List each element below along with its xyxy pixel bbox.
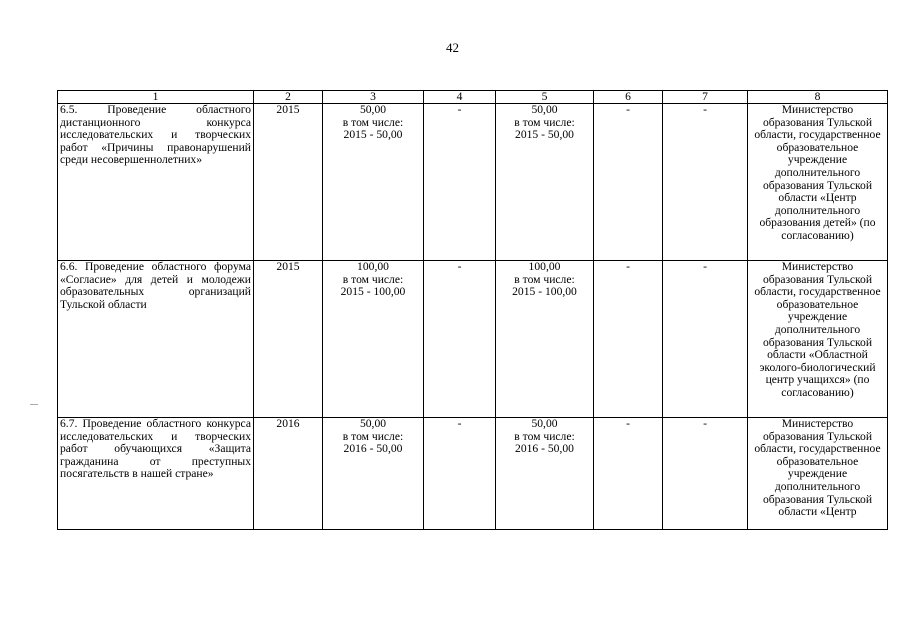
col4-value: - — [424, 418, 496, 530]
activity-name: 6.7. Проведение областного конкурса исследовательских и творческих работ обучающихся «Защита гражданина от преступных посягательств в нашей стране» — [58, 418, 254, 530]
executor: Министерство образования Тульской области, государственное образовательное учреждение дополнительного образования Тульской области «Областной эколого-биологический центр учащихся» (по согласованию) — [748, 261, 888, 418]
col7-value: - — [663, 418, 748, 530]
column-header: 3 — [323, 91, 424, 104]
amount-by-year: 2015 - 50,00 — [515, 128, 574, 142]
amount: 50,00 — [531, 103, 558, 116]
program-table — [57, 90, 888, 530]
amount-by-year: 2016 - 50,00 — [343, 442, 403, 456]
column-number-row — [58, 91, 888, 104]
amount-note: в том числе: — [514, 115, 575, 129]
total-funding — [323, 104, 424, 261]
regional-funding — [496, 418, 594, 530]
column-header: 1 — [58, 91, 254, 104]
col7-value: - — [663, 261, 748, 418]
page-number: 42 — [446, 40, 459, 55]
amount-by-year: 2015 - 100,00 — [512, 285, 577, 299]
regional-funding — [496, 261, 594, 418]
regional-funding — [496, 104, 594, 261]
column-header: 8 — [748, 91, 888, 104]
amount: 50,00 — [359, 417, 387, 430]
amount-by-year: 2016 - 50,00 — [515, 442, 574, 456]
col6-value: - — [594, 418, 663, 530]
col4-value: - — [424, 261, 496, 418]
total-funding — [323, 261, 424, 418]
col6-value: - — [594, 104, 663, 261]
amount-note: в том числе: — [342, 115, 404, 129]
activity-name: 6.5. Проведение областного дистанционного конкурса исследовательских и творческих работ «Причины правонарушений среди несовершеннолетних» — [58, 104, 254, 261]
scan-mark — [30, 404, 38, 405]
amount: 50,00 — [531, 417, 558, 430]
activity-year: 2015 — [254, 261, 323, 418]
executor: Министерство образования Тульской области, государственное образовательное учреждение дополнительного образования Тульской области «Центр — [748, 418, 888, 530]
amount: 50,00 — [359, 103, 387, 116]
amount: 100,00 — [528, 260, 561, 273]
amount-note: в том числе: — [514, 272, 575, 286]
column-header: 7 — [663, 91, 748, 104]
amount: 100,00 — [357, 260, 389, 273]
column-header: 2 — [254, 91, 323, 104]
table-row — [58, 104, 888, 261]
amount-note: в том числе: — [342, 272, 404, 286]
table-row — [58, 261, 888, 418]
amount-note: в том числе: — [342, 429, 404, 443]
column-header: 6 — [594, 91, 663, 104]
total-funding — [323, 418, 424, 530]
table-row — [58, 418, 888, 530]
amount-by-year: 2015 - 50,00 — [343, 128, 403, 142]
column-header: 5 — [496, 91, 594, 104]
amount-by-year: 2015 - 100,00 — [340, 285, 406, 299]
col6-value: - — [594, 261, 663, 418]
amount-note: в том числе: — [514, 429, 575, 443]
col4-value: - — [424, 104, 496, 261]
activity-year: 2016 — [254, 418, 323, 530]
executor: Министерство образования Тульской области, государственное образовательное учреждение дополнительного образования Тульской области «Центр дополнительного образования детей» (по согласованию) — [748, 104, 888, 261]
column-header: 4 — [424, 91, 496, 104]
activity-year: 2015 — [254, 104, 323, 261]
col7-value: - — [663, 104, 748, 261]
activity-name: 6.6. Проведение областного форума «Согласие» для детей и молодежи образовательных организаций Тульской области — [58, 261, 254, 418]
